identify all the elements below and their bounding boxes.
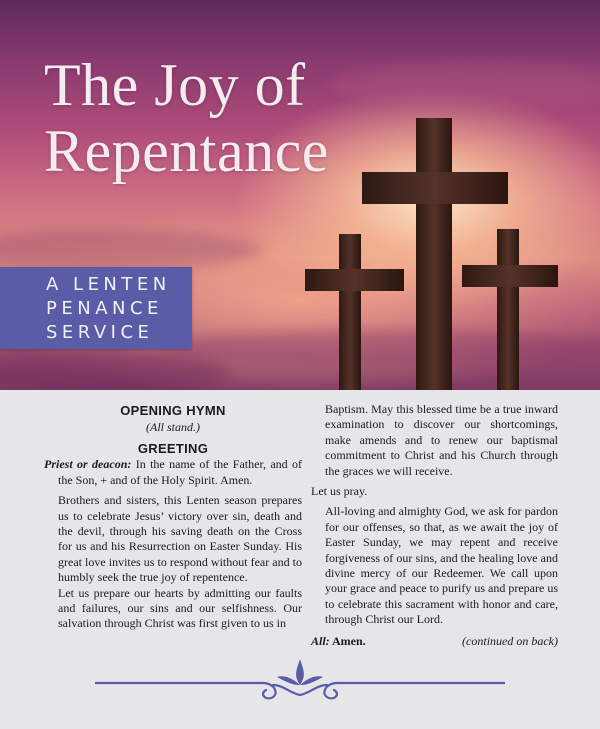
subtitle-line-3: SERVICE [46, 322, 154, 343]
subtitle-line-1: A LENTEN [46, 274, 171, 295]
response-line [311, 634, 558, 649]
left-column [44, 402, 302, 632]
opening-hymn-heading: OPENING HYMN [120, 403, 226, 418]
response-role: All: [311, 633, 330, 648]
greeting-words: In the name of the Father, and of the Son, + and of the Holy Spirit. Amen. [58, 457, 303, 487]
opening-prayer: All-loving and almighty God, we ask for pardon for our offenses, so that, as we await the joy of Easter Sunday, we may repent and receive forgiveness of our sins, and the healing love and divine mercy of our Redeemer. We call upon your grace and peace to purify us and prepare us to celebrate this sacrament with honor and care, through Christ our Lord. [325, 504, 558, 627]
title-line-1: The Joy of [44, 52, 306, 118]
response [311, 634, 366, 649]
page-title [44, 52, 329, 184]
greeting-text [44, 457, 302, 488]
let-us-pray: Let us pray. [311, 484, 368, 499]
subtitle-line-2: PENANCE [46, 298, 163, 319]
intro-paragraph-1: Brothers and sisters, this Lenten season prepares us to celebrate Jesus’ victory over sin, death and the devil, through his saving death on the Cross for us and his Resurrection on Easter Sunday. His great love invites us to respond without fear and to humbly seek the true joy of repentence. [58, 493, 302, 585]
continued-note: (continued on back) [462, 633, 558, 648]
response-text: Amen. [329, 633, 366, 648]
right-column [311, 402, 558, 649]
intro-paragraph-2: Let us prepare our hearts by admitting our faults and failures, our sins and our selfishness. Our salvation through Christ was first given to us in [58, 585, 302, 631]
opening-hymn-direction: (All stand.) [146, 420, 200, 434]
greeting-heading: GREETING [137, 441, 209, 457]
subtitle-banner [0, 267, 192, 349]
scroll-divider-ornament [95, 655, 505, 707]
title-line-2: Repentance [44, 118, 329, 184]
greeting-role: Priest or deacon: [44, 457, 132, 472]
intro-continuation: Baptism. May this blessed time be a true inward examination to discover our shortcomings, make amends and to renew our baptismal commitment to Christ and his Church through the graces we will receive. [325, 402, 558, 478]
